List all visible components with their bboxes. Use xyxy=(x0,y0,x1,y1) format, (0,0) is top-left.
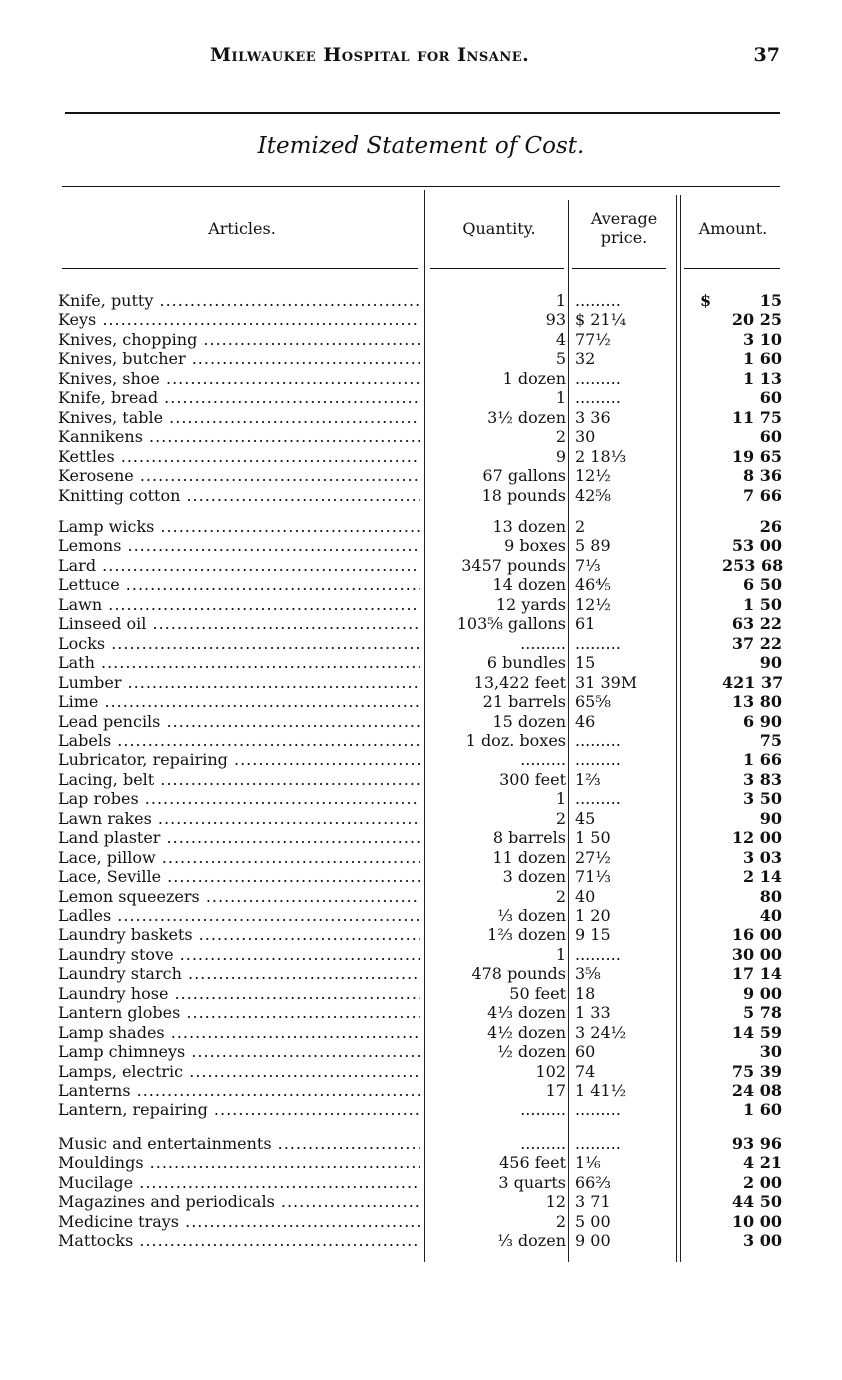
quantity-cell: ......... xyxy=(520,750,566,770)
running-title: Milwaukee Hospital for Insane. xyxy=(210,44,530,66)
article-cell: Lubricator, repairing ..... xyxy=(58,750,420,769)
amount-cell: 90 xyxy=(759,808,782,828)
quantity-cell: 13 dozen xyxy=(492,517,566,536)
table-row xyxy=(0,1081,842,1100)
article-cell: Locks ..... xyxy=(58,634,420,653)
article-cell: Lead pencils ..... xyxy=(58,712,420,731)
average-price-cell: 1⅙ xyxy=(575,1153,601,1173)
quantity-cell: 4½ dozen xyxy=(487,1022,566,1042)
table-row xyxy=(0,536,842,555)
table-row xyxy=(0,692,842,711)
table-row xyxy=(0,887,842,906)
average-price-cell: 2 18⅓ xyxy=(575,446,627,466)
article-cell: Knives, chopping ..... xyxy=(58,330,420,349)
table-row xyxy=(0,1062,842,1081)
quantity-cell: 1 dozen xyxy=(502,368,566,388)
article-cell: Lanterns ..... xyxy=(58,1081,420,1100)
table-row xyxy=(0,906,842,925)
quantity-cell: 3½ dozen xyxy=(487,407,566,427)
table-row xyxy=(0,1231,842,1250)
quantity-cell: 67 gallons xyxy=(482,466,566,485)
header-rule xyxy=(65,112,780,114)
article-cell: Knife, bread ..... xyxy=(58,388,420,407)
amount-cell: 20 25 xyxy=(731,310,782,330)
quantity-cell: ⅓ dozen xyxy=(497,1231,566,1251)
quantity-cell: 9 xyxy=(555,446,566,466)
article-cell: Lawn rakes ..... xyxy=(58,809,420,828)
amount-cell: 60 xyxy=(759,427,782,447)
article-cell: Kerosene ..... xyxy=(58,466,420,485)
quantity-cell: 300 feet xyxy=(499,769,566,789)
col-header-average-line1: Average xyxy=(590,209,658,228)
col-header-articles: Articles. xyxy=(208,219,276,238)
average-price-cell: ......... xyxy=(575,1133,621,1153)
article-cell: Mattocks ..... xyxy=(58,1231,420,1250)
table-row xyxy=(0,556,842,575)
amount-cell: 3 83 xyxy=(743,769,782,789)
amount-cell: 80 xyxy=(759,886,782,906)
amount-cell: 2 14 xyxy=(743,867,782,886)
quantity-cell: 11 dozen xyxy=(492,847,566,867)
quantity-cell: 15 dozen xyxy=(492,711,566,731)
amount-cell: 30 00 xyxy=(731,944,782,964)
average-price-cell: 7⅓ xyxy=(575,555,601,575)
header-underline-average xyxy=(572,268,666,269)
amount-cell: 10 00 xyxy=(731,1211,782,1231)
quantity-cell: 3 quarts xyxy=(498,1172,566,1192)
average-price-cell: ......... xyxy=(575,633,621,653)
table-row xyxy=(0,925,842,944)
quantity-cell: 2 xyxy=(555,808,566,828)
col-header-amount: Amount. xyxy=(698,219,768,238)
table-row xyxy=(0,1023,842,1042)
table-row xyxy=(0,1003,842,1022)
amount-cell: 1 60 xyxy=(743,1100,782,1120)
article-cell: Laundry stove ..... xyxy=(58,945,420,964)
article-cell: Lap robes ..... xyxy=(58,789,420,808)
amount-cell: 421 37 xyxy=(722,672,784,692)
quantity-cell: 50 feet xyxy=(509,983,566,1003)
table-row xyxy=(0,653,842,672)
article-cell: Keys ..... xyxy=(58,310,420,329)
table-row xyxy=(0,349,842,368)
article-cell: Knitting cotton ..... xyxy=(58,486,420,505)
average-price-cell: 60 xyxy=(575,1042,596,1062)
quantity-cell: 5 xyxy=(555,349,566,369)
article-cell: Mouldings ..... xyxy=(58,1153,420,1172)
table-row xyxy=(0,427,842,446)
amount-cell: 37 22 xyxy=(731,633,782,653)
page-number: 37 xyxy=(753,44,780,66)
quantity-cell: 102 xyxy=(535,1061,566,1081)
col-header-average-price xyxy=(572,209,676,247)
amount-cell: 53 00 xyxy=(731,536,782,556)
article-cell: Knives, butcher ..... xyxy=(58,349,420,368)
quantity-cell: 17 xyxy=(545,1081,566,1100)
amount-cell: 1 50 xyxy=(743,594,782,614)
average-price-cell: ......... xyxy=(575,789,621,809)
table-row xyxy=(0,466,842,485)
table-row xyxy=(0,486,842,505)
table-row xyxy=(0,867,842,886)
quantity-cell: 9 boxes xyxy=(504,536,566,556)
article-cell: Lamp wicks ..... xyxy=(58,517,420,536)
article-cell: Lawn ..... xyxy=(58,595,420,614)
average-price-cell: 2 xyxy=(575,517,586,536)
table-row xyxy=(0,828,842,847)
table-row xyxy=(0,595,842,614)
quantity-cell: 12 xyxy=(545,1192,566,1212)
amount-cell: 24 08 xyxy=(731,1081,782,1100)
amount-cell: 44 50 xyxy=(731,1192,782,1212)
average-price-cell: 3⅝ xyxy=(575,964,601,984)
amount-cell: 17 14 xyxy=(731,964,782,984)
article-cell: Knife, putty ..... xyxy=(58,291,420,310)
page-header xyxy=(60,44,780,76)
average-price-cell: 5 00 xyxy=(575,1211,611,1231)
average-price-cell: ......... xyxy=(575,750,621,770)
article-cell: Lamp chimneys ..... xyxy=(58,1042,420,1061)
table-row xyxy=(0,1153,842,1172)
article-cell: Lemons ..... xyxy=(58,536,420,555)
amount-cell: 63 22 xyxy=(731,614,782,634)
average-price-cell: 30 xyxy=(575,427,596,447)
average-price-cell: 40 xyxy=(575,886,596,906)
amount-cell: 19 65 xyxy=(731,446,782,466)
article-cell: Lemon squeezers ..... xyxy=(58,887,420,906)
quantity-cell: 93 xyxy=(545,310,566,330)
quantity-cell: 1 doz. boxes xyxy=(465,730,566,750)
table-row xyxy=(0,408,842,427)
average-price-cell: ......... xyxy=(575,1100,621,1120)
article-cell: Laundry hose ..... xyxy=(58,984,420,1003)
average-price-cell: 9 15 xyxy=(575,925,611,945)
quantity-cell: 478 pounds xyxy=(471,964,566,984)
article-cell: Medicine trays ..... xyxy=(58,1212,420,1231)
table-row xyxy=(0,1134,842,1153)
quantity-cell: ⅓ dozen xyxy=(497,905,566,925)
amount-cell: 6 50 xyxy=(743,575,782,595)
table-row xyxy=(0,330,842,349)
average-price-cell: 3 36 xyxy=(575,407,611,427)
average-price-cell: ......... xyxy=(575,291,621,310)
article-cell: Knives, shoe ..... xyxy=(58,369,420,388)
average-price-cell: 12½ xyxy=(575,466,611,485)
table-row xyxy=(0,634,842,653)
amount-cell: 3 50 xyxy=(743,789,782,809)
average-price-cell: 46 xyxy=(575,711,596,731)
amount-cell: 1 66 xyxy=(743,750,782,770)
quantity-cell: 3 dozen xyxy=(502,867,566,886)
table-row xyxy=(0,575,842,594)
article-cell: Linseed oil ..... xyxy=(58,614,420,633)
article-cell: Music and entertainments ..... xyxy=(58,1134,420,1153)
article-cell: Lumber ..... xyxy=(58,673,420,692)
table-row xyxy=(0,1042,842,1061)
amount-cell: 5 78 xyxy=(743,1003,782,1023)
quantity-cell: 456 feet xyxy=(499,1153,566,1173)
average-price-cell: 9 00 xyxy=(575,1231,611,1251)
average-price-cell: ......... xyxy=(575,368,621,388)
table-row xyxy=(0,1173,842,1192)
article-cell: Knives, table ..... xyxy=(58,408,420,427)
table-row xyxy=(0,291,842,310)
article-cell: Lantern, repairing ..... xyxy=(58,1100,420,1119)
quantity-cell: 2 xyxy=(555,886,566,906)
quantity-cell: 12 yards xyxy=(495,594,566,614)
article-cell: Lime ..... xyxy=(58,692,420,711)
header-underline-articles xyxy=(62,268,418,269)
table-row xyxy=(0,945,842,964)
table-row xyxy=(0,388,842,407)
amount-cell: 15 xyxy=(759,291,782,310)
amount-cell: 11 75 xyxy=(731,407,782,427)
table-top-rule xyxy=(62,186,780,187)
amount-cell: 7 66 xyxy=(743,485,782,505)
quantity-cell: 1 xyxy=(555,789,566,809)
statement-title: Itemized Statement of Cost. xyxy=(257,133,585,159)
table-row xyxy=(0,964,842,983)
table-row xyxy=(0,731,842,750)
average-price-cell: 71⅓ xyxy=(575,867,611,886)
average-price-cell: 45 xyxy=(575,808,596,828)
table-row xyxy=(0,1100,842,1119)
amount-cell: 253 68 xyxy=(722,555,784,575)
amount-cell: 30 xyxy=(759,1042,782,1062)
table-row xyxy=(0,369,842,388)
dollar-sign: $ xyxy=(700,291,712,310)
quantity-cell: ½ dozen xyxy=(497,1042,566,1062)
amount-cell: 4 21 xyxy=(743,1153,782,1173)
table-row xyxy=(0,712,842,731)
article-cell: Magazines and periodicals ..... xyxy=(58,1192,420,1211)
average-price-cell: 31 39M xyxy=(575,672,638,692)
article-cell: Lettuce ..... xyxy=(58,575,420,594)
average-price-cell: 15 xyxy=(575,653,596,673)
table-row xyxy=(0,447,842,466)
average-price-cell: ......... xyxy=(575,730,621,750)
article-cell: Kannikens ..... xyxy=(58,427,420,446)
average-price-cell: 32 xyxy=(575,349,596,369)
average-price-cell: 42⅝ xyxy=(575,485,611,505)
average-price-cell: 18 xyxy=(575,983,596,1003)
quantity-cell: 1⅔ dozen xyxy=(487,925,566,945)
quantity-cell: 1 xyxy=(555,944,566,964)
quantity-cell: 1 xyxy=(555,291,566,310)
quantity-cell: 3457 pounds xyxy=(461,555,566,575)
article-cell: Lamps, electric ..... xyxy=(58,1062,420,1081)
amount-cell: 9 00 xyxy=(743,983,782,1003)
amount-cell: 13 80 xyxy=(731,692,782,711)
average-price-cell: 3 71 xyxy=(575,1192,611,1212)
quantity-cell: 1 xyxy=(555,388,566,408)
quantity-cell: 6 bundles xyxy=(486,653,566,673)
article-cell: Land plaster ..... xyxy=(58,828,420,847)
quantity-cell: 8 barrels xyxy=(492,828,566,848)
table-row xyxy=(0,1192,842,1211)
article-cell: Mucilage ..... xyxy=(58,1173,420,1192)
amount-cell: 40 xyxy=(759,905,782,925)
amount-cell: 90 xyxy=(759,653,782,673)
amount-cell: 3 03 xyxy=(743,847,782,867)
average-price-cell: 1 41½ xyxy=(575,1081,627,1100)
table-row xyxy=(0,750,842,769)
amount-cell: 26 xyxy=(759,517,782,536)
table-row xyxy=(0,310,842,329)
amount-cell: 3 10 xyxy=(743,329,782,349)
average-price-cell: 1 33 xyxy=(575,1003,611,1023)
table-row xyxy=(0,809,842,828)
table-row xyxy=(0,517,842,536)
article-cell: Laundry starch ..... xyxy=(58,964,420,983)
average-price-cell: 5 89 xyxy=(575,536,611,556)
quantity-cell: 14 dozen xyxy=(492,575,566,595)
col-header-quantity: Quantity. xyxy=(462,219,536,238)
article-cell: Labels ..... xyxy=(58,731,420,750)
average-price-cell: 65⅝ xyxy=(575,692,611,711)
table-row xyxy=(0,984,842,1003)
average-price-cell: 1⅔ xyxy=(575,769,601,789)
article-cell: Lamp shades ..... xyxy=(58,1023,420,1042)
average-price-cell: 74 xyxy=(575,1061,596,1081)
average-price-cell: $ 21¼ xyxy=(575,310,627,330)
average-price-cell: ......... xyxy=(575,388,621,408)
article-cell: Lace, Seville ..... xyxy=(58,867,420,886)
article-cell: Lacing, belt ..... xyxy=(58,770,420,789)
table-row xyxy=(0,1212,842,1231)
article-cell: Laundry baskets ..... xyxy=(58,925,420,944)
header-underline-amount xyxy=(684,268,780,269)
average-price-cell: 46⅘ xyxy=(575,575,611,595)
amount-cell: 8 36 xyxy=(743,466,782,485)
table-row xyxy=(0,614,842,633)
table-row xyxy=(0,673,842,692)
average-price-cell: 77½ xyxy=(575,329,611,349)
table-row xyxy=(0,770,842,789)
quantity-cell: 13,422 feet xyxy=(473,672,566,692)
article-cell: Lantern globes ..... xyxy=(58,1003,420,1022)
header-underline-quantity xyxy=(430,268,564,269)
quantity-cell: 21 barrels xyxy=(482,692,566,711)
article-cell: Ladles ..... xyxy=(58,906,420,925)
quantity-cell: ......... xyxy=(520,633,566,653)
quantity-cell: 4 xyxy=(555,329,566,349)
average-price-cell: 12½ xyxy=(575,594,611,614)
amount-cell: 12 00 xyxy=(731,828,782,848)
amount-cell: 3 00 xyxy=(743,1231,782,1251)
amount-cell: 1 60 xyxy=(743,349,782,369)
average-price-cell: 1 20 xyxy=(575,905,611,925)
amount-cell: 75 xyxy=(759,730,782,750)
article-cell: Kettles ..... xyxy=(58,447,420,466)
table-row xyxy=(0,789,842,808)
amount-cell: 14 59 xyxy=(731,1022,782,1042)
amount-cell: 75 39 xyxy=(731,1061,782,1081)
amount-cell: 1 13 xyxy=(743,368,782,388)
amount-cell: 16 00 xyxy=(731,925,782,945)
average-price-cell: 1 50 xyxy=(575,828,611,848)
average-price-cell: 27½ xyxy=(575,847,611,867)
average-price-cell: 66⅔ xyxy=(575,1172,611,1192)
quantity-cell: ......... xyxy=(520,1133,566,1153)
article-cell: Lard ..... xyxy=(58,556,420,575)
col-header-average-line2: price. xyxy=(600,228,648,247)
amount-cell: 93 96 xyxy=(731,1133,782,1153)
quantity-cell: 103⅝ gallons xyxy=(456,614,566,634)
quantity-cell: ......... xyxy=(520,1100,566,1120)
average-price-cell: ......... xyxy=(575,944,621,964)
quantity-cell: 2 xyxy=(555,427,566,447)
article-cell: Lace, pillow ..... xyxy=(58,848,420,867)
amount-cell: 60 xyxy=(759,388,782,408)
amount-cell: 2 00 xyxy=(743,1172,782,1192)
quantity-cell: 18 pounds xyxy=(481,485,566,505)
quantity-cell: 2 xyxy=(555,1211,566,1231)
average-price-cell: 3 24½ xyxy=(575,1022,627,1042)
table-row xyxy=(0,848,842,867)
average-price-cell: 61 xyxy=(575,614,596,634)
quantity-cell: 4⅓ dozen xyxy=(487,1003,566,1023)
amount-cell: 6 90 xyxy=(743,711,782,731)
article-cell: Lath ..... xyxy=(58,653,420,672)
